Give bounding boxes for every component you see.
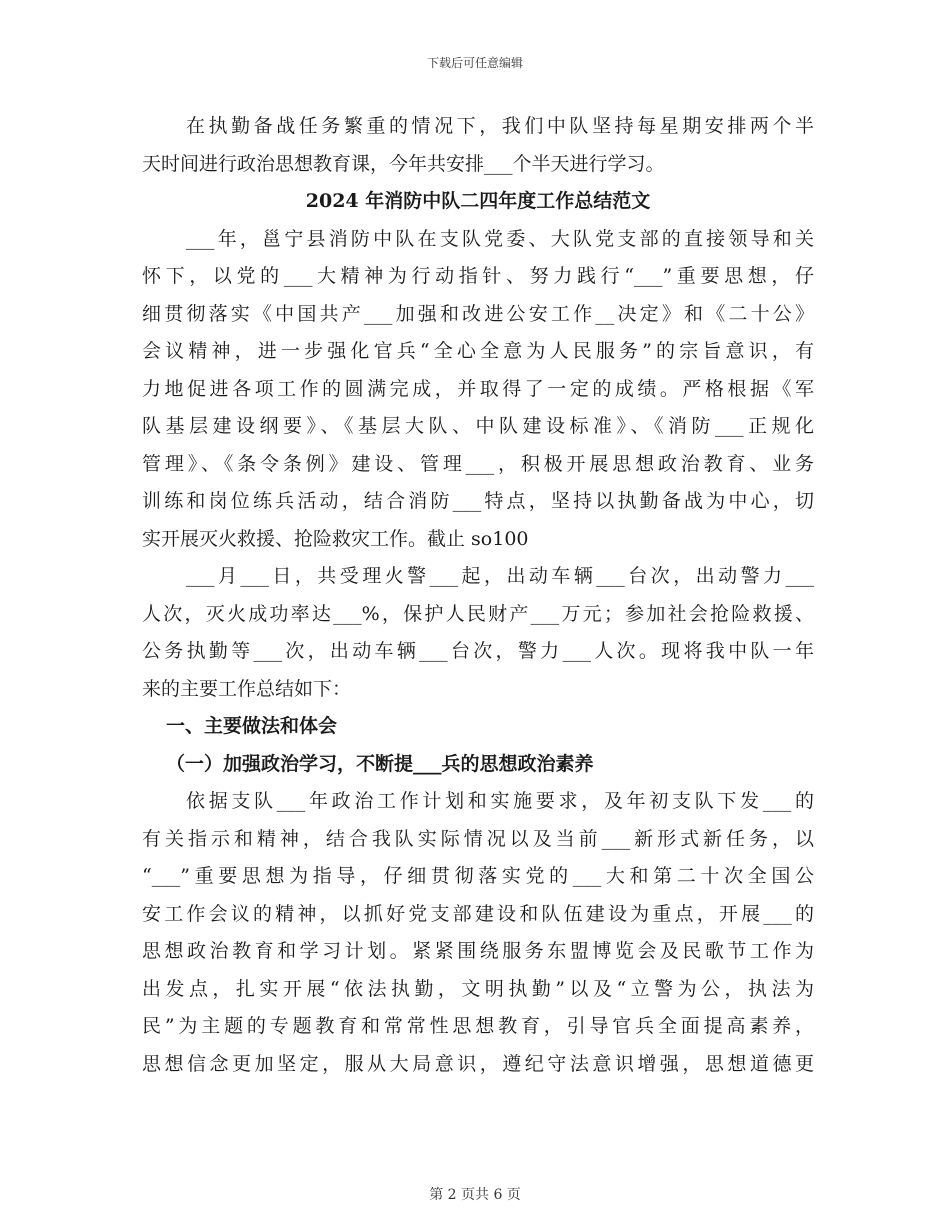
subsection-heading: （一）加强政治学习，不断提___兵的思想政治素养 xyxy=(166,752,594,775)
page-header: 下载后可任意编辑 xyxy=(426,56,523,70)
paragraph-line: 队基层建设纲要》、《基层大队、中队建设标准》、《消防___正规化 xyxy=(142,415,814,437)
paragraph-line: 实开展灭火救援、抢险救灾工作。截止 so100 xyxy=(142,527,529,550)
paragraph-line: 在执勤备战任务繁重的情况下，我们中队坚持每星期安排两个半 xyxy=(186,115,814,137)
paragraph-line: 安工作会议的精神，以抓好党支部建设和队伍建设为重点，开展___的 xyxy=(142,902,814,925)
page-footer: 第 2 页共 6 页 xyxy=(429,1187,521,1203)
paragraph-line: 思想信念更加坚定，服从大局意识，遵纪守法意识增强，思想道德更 xyxy=(142,1052,814,1075)
paragraph-line: 管理》、《条令条例》建设、管理___，积极开展思想政治教育、业务 xyxy=(142,452,814,475)
paragraph-line: 民”为主题的专题教育和常常性思想教育，引导官兵全面提高素养， xyxy=(142,1015,814,1037)
paragraph-line: 力地促进各项工作的圆满完成，并取得了一定的成绩。严格根据《军 xyxy=(142,377,814,400)
paragraph-line: 有关指示和精神，结合我队实际情况以及当前___新形式新任务，以 xyxy=(142,827,814,850)
paragraph-line: 怀下，以党的___大精神为行动指针、努力践行“___”重要思想，仔 xyxy=(142,265,814,287)
document-title: 2024 年消防中队二四年度工作总结范文 xyxy=(305,190,651,212)
document-body xyxy=(142,108,814,1083)
paragraph-line: 出发点，扎实开展“依法执勤，文明执勤”以及“立警为公，执法为 xyxy=(142,977,814,1000)
paragraph-line: ___月___日，共受理火警___起，出动车辆___台次，出动警力___ xyxy=(186,565,814,587)
paragraph-line: 天时间进行政治思想教育课，今年共安排___个半天进行学习。 xyxy=(142,152,665,175)
paragraph-line: 思想政治教育和学习计划。紧紧围绕服务东盟博览会及民歌节工作为 xyxy=(142,940,814,962)
section-heading: 一、主要做法和体会 xyxy=(166,715,338,737)
paragraph-line: 人次，灭火成功率达___%，保护人民财产___万元；参加社会抢险救援、 xyxy=(142,602,814,625)
paragraph-line: 训练和岗位练兵活动，结合消防___特点，坚持以执勤备战为中心，切 xyxy=(142,490,814,512)
paragraph-line: 公务执勤等___次，出动车辆___台次，警力___人次。现将我中队一年 xyxy=(142,640,814,662)
paragraph-line: 细贯彻落实《中国共产___加强和改进公安工作__决定》和《二十公》 xyxy=(142,302,814,325)
paragraph-line: ___年，邕宁县消防中队在支队党委、大队党支部的直接领导和关 xyxy=(186,227,814,250)
paragraph-line: “___”重要思想为指导，仔细贯彻落实党的___大和第二十次全国公 xyxy=(142,865,814,887)
paragraph-line: 会议精神，进一步强化官兵“全心全意为人民服务”的宗旨意识，有 xyxy=(142,340,814,362)
paragraph-line: 来的主要工作总结如下： xyxy=(142,677,352,700)
paragraph-line: 依据支队___年政治工作计划和实施要求，及年初支队下发___的 xyxy=(186,790,814,812)
